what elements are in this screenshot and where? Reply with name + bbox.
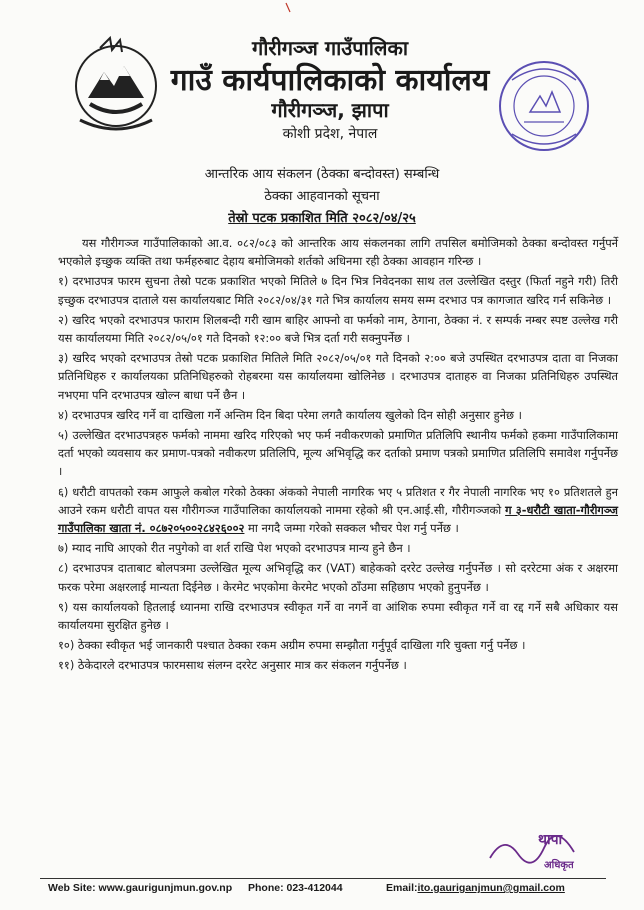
footer-phone: Phone: 023-412044 — [248, 882, 343, 894]
condition-11: ११) ठेकेदारले दरभाउपत्र फारमसाथ संलग्न दररेट अनुसार मात्र कर संकलन गर्नुपर्नेछ । — [58, 658, 407, 673]
condition-1: १) दरभाउपत्र फारम सुचना तेस्रो पटक प्रकाशित भएको मितिले ७ दिन भित्र निवेदनका साथ तल उल्लेखित दस्तुर (फिर्ता नहुने गरी) तिरी इच्छुक दरभाउपत्र दाताले यस कार्यालयबाट मिति २०८२/०४/३१ गते भित्र कार्यालय समय सम्म दरभाउ पत्र कागजात खरिद गर्न सकिनेछ । — [58, 274, 618, 307]
condition-5: ५) उल्लेखित दरभाउपत्रहरु फर्मको नाममा खरिद गरिएको भए फर्म नवीकरणको प्रमाणित प्रतिलिपि स्थानीय फर्मको हकमा गाउँपालिकामा दर्ता भएको व्यवसाय कर प्रमाण-पत्रको नवीकरण प्रतिलिपि, मूल्य अभिवृद्धि कर दर्ताको प्रमाण पत्रको प्रमाणित प्रतिलिपि समावेश गर्नुपर्नेछ । — [58, 428, 618, 479]
footer-divider — [40, 878, 606, 879]
publication-date: तेस्रो पटक प्रकाशित मिति २०८२/०४/२५ — [228, 211, 416, 226]
footer-website[interactable]: Web Site: www.gaurigunjmun.gov.np — [48, 882, 233, 894]
condition-9: ९) यस कार्यालयको हितलाई ध्यानमा राखि दरभाउपत्र स्वीकृत गर्ने वा नगर्ने वा आंशिक रुपमा स्वीकृत गर्ने वा रद्द गर्ने सबै अधिकार यस कार्यालयमा सुरक्षित हुनेछ । — [58, 599, 618, 633]
footer-email — [386, 882, 565, 894]
condition-2: २) खरिद भएको दरभाउपत्र फाराम शिलबन्दी गरी खाम बाहिर आफ्नो वा फर्मको नाम, ठेगाना, ठेक्का नं. र सम्पर्क नम्बर स्पष्ट उल्लेख गरी यस कार्यालयमा मिति २०८२/०५/०१ गते दिनको १२:०० बजे भित्र दर्ता गरी सक्नुपर्नेछ । — [58, 312, 619, 346]
province-address: कोशी प्रदेश, नेपाल — [282, 126, 378, 142]
notice-subject: आन्तरिक आय संकलन (ठेक्का बन्दोवस्त) सम्बन्धि — [204, 167, 440, 182]
deposit-account-number: ग ३-धरौटी खाता-गौरीगञ्ज गाउँपालिका खाता नं. ०८७२०५००२८४२६००२ — [58, 502, 618, 536]
signature-title: अधिकृत — [544, 860, 574, 871]
condition-10: १०) ठेक्का स्वीकृत भई जानकारी पश्चात ठेक्का रकम अग्रीम रुपमा सम्झौता गर्नुपूर्व दाखिला गरि चुक्ता गर्नु पर्नेछ । — [58, 638, 526, 653]
condition-8: ८) दरभाउपत्र दाताबाट बोलपत्रमा उल्लेखित मूल्य अभिवृद्धि कर (VAT) बाहेकको दररेट उल्लेख गर्नुपर्नेछ । सो दररेटमा अंक र अक्षरमा फरक परेमा अक्षरलाई मान्यता दिईनेछ । केरमेट भएकोमा केरमेट भएको ठाँउमा सहिछाप भएको हुनुपर्नेछ । — [58, 561, 618, 594]
notice-body — [58, 234, 618, 677]
footer-email-link[interactable]: ito.gauriganjmun@gmail.com — [417, 882, 565, 894]
signature-name: थापा — [538, 832, 563, 848]
intro-paragraph: यस गौरीगञ्ज गाउँपालिकाको आ.व. ०८२/०८३ को आन्तरिक आय संकलनका लागि तपसिल बमोजिमको ठेक्का बन्दोवस्त गर्नुपर्ने भएकोले इच्छुक व्यक्ति तथा फर्महरुबाट देहाय बमोजिमको शर्तको अधिनमा रही ठेक्का आवहान गरिन्छ । — [58, 236, 618, 269]
condition-6-part-c: मा नगदै जम्मा गरेको सक्कल भौचर पेश गर्नु पर्नेछ । — [244, 521, 459, 536]
condition-6-part-a: ६) धरौटी वापतको रकम आफुले कबोल गरेको ठेक्का अंकको नेपाली नागरिक भए ५ प्रतिशत र गैर नेपाली नागरिक भए १० प्रतिशतले हुन आउने रकम धरौटी वापत यस गौरीगञ्ज गाउँपालिका कार्यालयको नाममा रहेको श्री एन.आई.सी, गौरीगञ्जको — [58, 484, 618, 517]
office-seal-icon — [494, 56, 594, 156]
pen-mark — [284, 2, 294, 14]
notice-heading: ठेक्का आहवानको सूचना — [264, 189, 380, 204]
office-location: गौरीगञ्ज, झापा — [271, 98, 389, 122]
condition-7: ७) म्याद नाघि आएको रीत नपुगेको वा शर्त राखि पेश भएको दरभाउपत्र मान्य हुने छैन । — [58, 541, 411, 556]
signature-stamp — [484, 828, 594, 878]
condition-3: ३) खरिद भएको दरभाउपत्र तेस्रो पटक प्रकाशित मितिले मिति २०८२/०५/०१ गते दिनको २:०० बजे उपस्थित दरभाउपत्र दाता वा निजका प्रतिनिधिहरु र कार्यालयका प्रतिनिधिहरुको रोहबरमा यस कार्यालयमा खोलिनेछ । दरभाउपत्र दाताहरु वा निजका प्रतिनिधिहरु उपस्थित नभएमा पनि दरभाउपत्र खोल्न बाधा पर्ने छैन । — [58, 351, 618, 402]
footer-email-label: Email: — [386, 882, 418, 894]
condition-4: ४) दरभाउपत्र खरिद गर्ने वा दाखिला गर्ने अन्तिम दिन बिदा परेमा लगतै कार्यालय खुलेको दिन सोही अनुसार हुनेछ । — [58, 407, 522, 422]
condition-6 — [58, 483, 618, 538]
office-name: गाउँ कार्यपालिकाको कार्यालय — [170, 63, 490, 98]
municipality-name: गौरीगञ्ज गाउँपालिका — [251, 36, 409, 60]
